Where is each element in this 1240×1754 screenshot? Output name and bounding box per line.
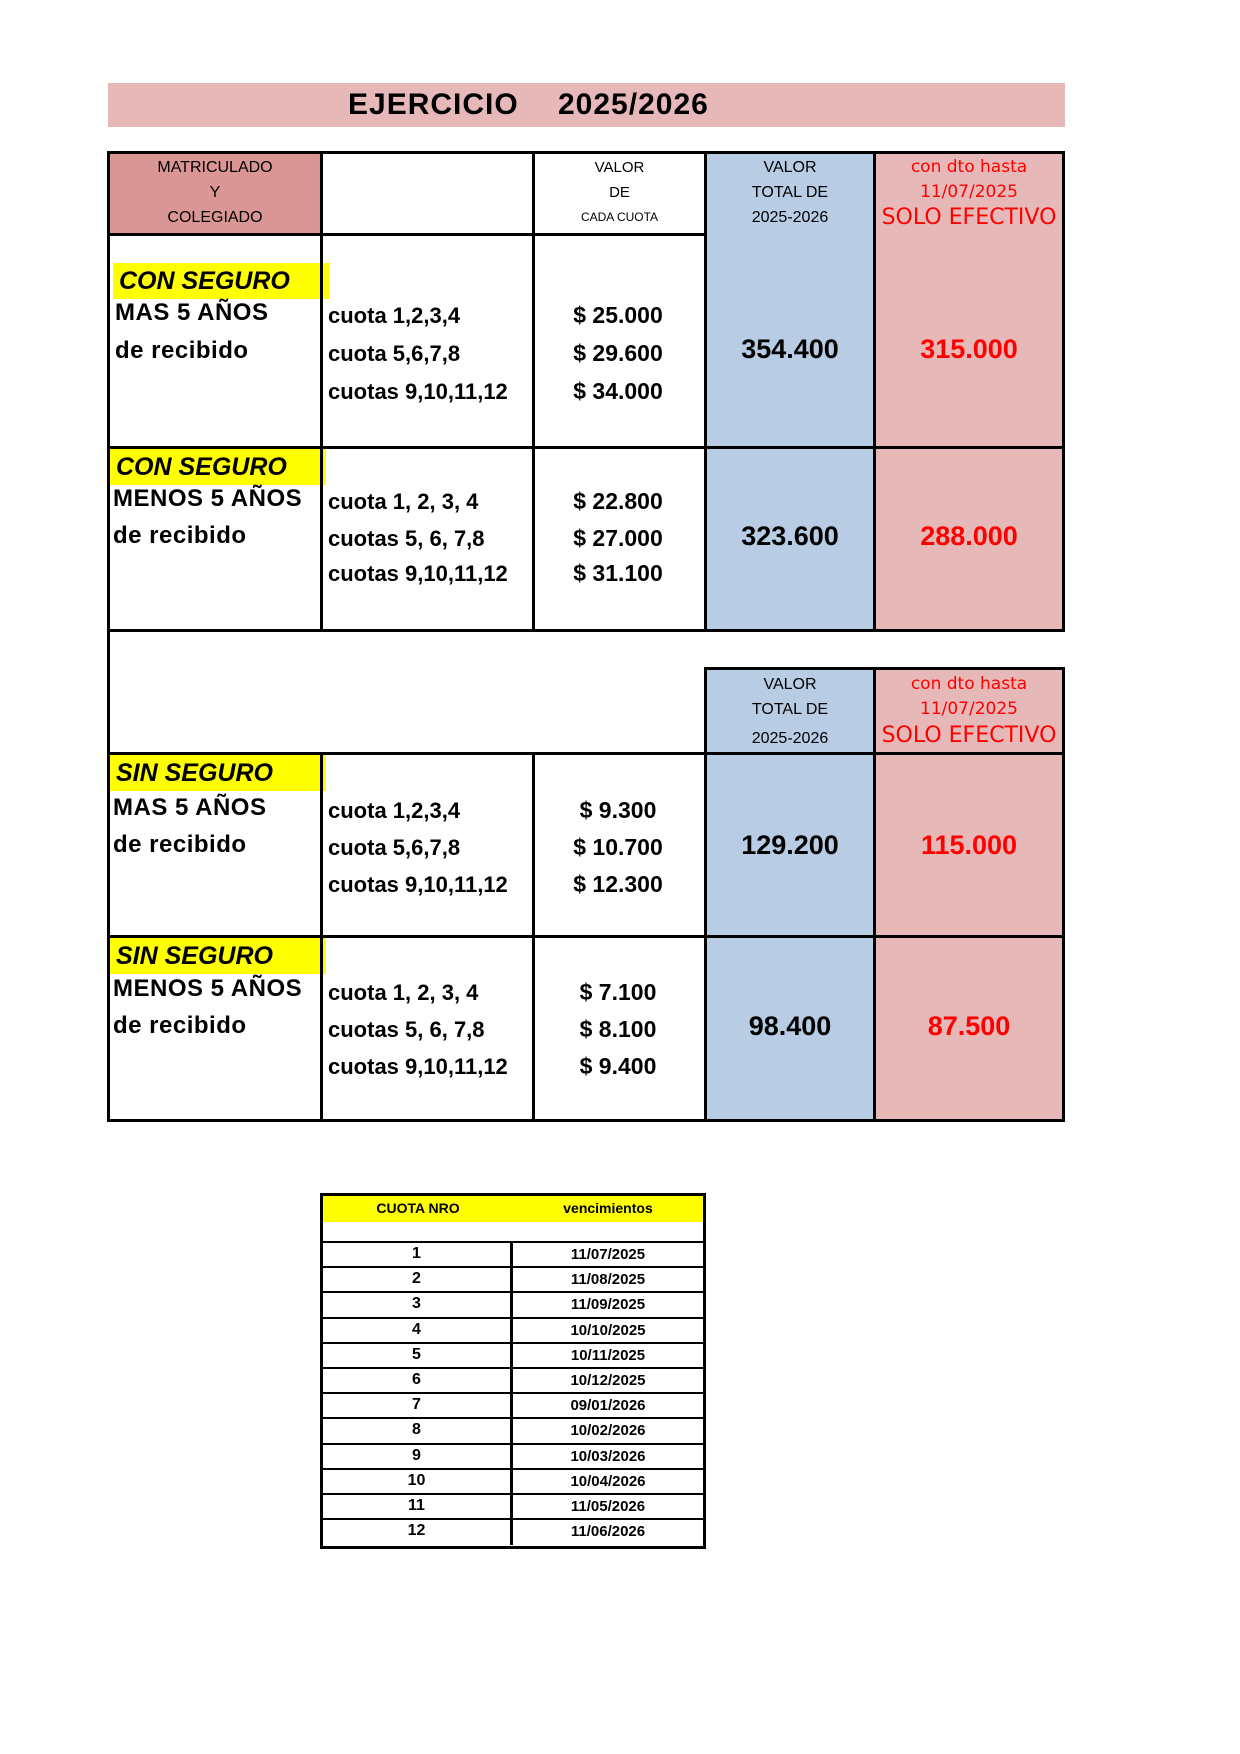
due-date: 10/03/2026 <box>570 1447 646 1465</box>
header2-descuento <box>873 667 1065 755</box>
section-label-cell <box>107 446 323 632</box>
due-date: 10/12/2025 <box>570 1372 646 1389</box>
total-value: 98.400 <box>748 1011 832 1041</box>
section-label: de recibido <box>113 831 247 858</box>
due-date: 11/07/2025 <box>570 1246 646 1263</box>
header2-valor-total <box>704 667 876 755</box>
header-text: 11/07/2025 <box>920 182 1018 202</box>
section-total-cell <box>704 446 876 632</box>
table-row <box>323 1243 703 1268</box>
cuota-number: 6 <box>412 1371 421 1388</box>
cuota-value: $ 27.000 <box>573 525 663 551</box>
cuota-value: $ 7.100 <box>579 979 657 1005</box>
header-text: con dto hasta <box>910 157 1028 177</box>
table-row <box>323 1319 703 1344</box>
header-text: CADA CUOTA <box>580 210 659 224</box>
table-row <box>323 1293 703 1318</box>
section-tag: SIN SEGURO <box>110 938 326 974</box>
table-row <box>323 1495 703 1520</box>
due-date: 10/04/2026 <box>570 1472 646 1490</box>
cuota-number: 8 <box>412 1421 421 1439</box>
cuota-number: 7 <box>412 1396 421 1414</box>
section-label: MENOS 5 AÑOS <box>113 485 303 512</box>
schedule-rows <box>323 1243 703 1546</box>
due-date: 11/08/2025 <box>570 1271 646 1289</box>
cuota-range: cuotas 9,10,11,12 <box>328 872 508 897</box>
cuota-range: cuotas 9,10,11,12 <box>328 1054 508 1079</box>
schedule-header-cuota: CUOTA NRO <box>376 1200 460 1216</box>
header-valor-cuota <box>532 151 707 236</box>
due-date: 10/02/2026 <box>570 1422 646 1440</box>
cuota-range: cuotas 9,10,11,12 <box>328 379 508 404</box>
title-period: 2025/2026 <box>558 88 709 121</box>
cuota-range: cuota 1, 2, 3, 4 <box>328 489 479 514</box>
cuota-range: cuota 5,6,7,8 <box>328 341 461 366</box>
header-text: 11/07/2025 <box>920 699 1018 719</box>
due-date: 10/10/2025 <box>570 1321 646 1339</box>
cuota-number: 2 <box>412 1270 421 1288</box>
section-values-cell <box>532 233 707 449</box>
cuota-number: 9 <box>412 1446 421 1464</box>
section-label: de recibido <box>113 522 247 549</box>
section-label-cell <box>107 752 323 938</box>
page-title <box>108 83 1065 127</box>
section-total-cell <box>704 233 876 449</box>
table-row <box>323 1520 703 1545</box>
cuota-number: 1 <box>412 1245 421 1262</box>
section-values-cell <box>532 752 707 938</box>
header-text: VALOR <box>763 159 817 176</box>
section-label: de recibido <box>113 1012 247 1039</box>
section-discount-cell <box>873 446 1065 632</box>
section-cuotas-cell <box>320 935 535 1122</box>
due-date: 11/05/2026 <box>570 1498 646 1515</box>
section-label: MENOS 5 AÑOS <box>113 975 303 1002</box>
header-matriculado <box>107 151 323 236</box>
header-text: DE <box>609 184 630 201</box>
due-date: 11/09/2025 <box>570 1296 646 1314</box>
cuota-number: 12 <box>407 1522 426 1540</box>
cuota-value: $ 9.300 <box>579 797 657 823</box>
cuota-number: 11 <box>408 1497 425 1514</box>
section-discount-cell <box>873 935 1065 1122</box>
header-descuento <box>873 151 1065 236</box>
discount-value: 315.000 <box>920 334 1018 364</box>
header-text: VALOR <box>594 159 645 176</box>
cuota-range: cuotas 5, 6, 7,8 <box>328 526 485 551</box>
section-total-cell <box>704 935 876 1122</box>
header-valor-total <box>704 151 876 236</box>
cuota-number: 4 <box>412 1320 421 1338</box>
header-text: VALOR <box>763 676 817 693</box>
cuota-range: cuotas 5, 6, 7,8 <box>328 1017 485 1042</box>
header-text: TOTAL DE <box>751 184 829 201</box>
section-label-cell <box>107 233 323 449</box>
cuota-value: $ 31.100 <box>573 560 663 586</box>
table-row <box>323 1369 703 1394</box>
total-value: 354.400 <box>741 334 839 364</box>
cuota-value: $ 9.400 <box>579 1053 657 1079</box>
cuota-range: cuota 1,2,3,4 <box>328 798 461 823</box>
title-word: EJERCICIO <box>348 88 519 121</box>
cuota-value: $ 29.600 <box>573 340 663 366</box>
total-value: 323.600 <box>741 521 839 551</box>
header-text: con dto hasta <box>910 674 1028 694</box>
section-cuotas-cell <box>320 752 535 938</box>
total-value: 129.200 <box>741 830 839 860</box>
due-date: 10/11/2025 <box>570 1346 646 1364</box>
header-text: SOLO EFECTIVO <box>881 723 1057 748</box>
section-tag: SIN SEGURO <box>110 755 326 791</box>
section-label: de recibido <box>115 337 249 364</box>
cuota-value: $ 22.800 <box>573 488 663 514</box>
cuota-number: 3 <box>412 1295 421 1313</box>
cuota-range: cuotas 9,10,11,12 <box>328 561 508 586</box>
cuota-value: $ 8.100 <box>579 1016 657 1042</box>
section-label: MAS 5 AÑOS <box>115 299 269 326</box>
table-row <box>323 1470 703 1495</box>
section-discount-cell <box>873 233 1065 449</box>
header-text: 2025-2026 <box>751 730 829 747</box>
header-text: 2025-2026 <box>751 209 829 226</box>
cuota-range: cuota 1,2,3,4 <box>328 303 461 328</box>
header-text: TOTAL DE <box>751 701 829 718</box>
discount-value: 87.500 <box>927 1011 1011 1041</box>
section-total-cell <box>704 752 876 938</box>
due-date: 09/01/2026 <box>570 1397 646 1415</box>
schedule-header <box>323 1196 703 1222</box>
schedule-spacer <box>323 1222 703 1243</box>
header-text: SOLO EFECTIVO <box>881 205 1057 230</box>
cuota-value: $ 25.000 <box>573 302 663 328</box>
cuota-range: cuota 5,6,7,8 <box>328 835 461 860</box>
table-row <box>323 1419 703 1444</box>
section-discount-cell <box>873 752 1065 938</box>
cuota-value: $ 34.000 <box>573 378 663 404</box>
section-values-cell <box>532 446 707 632</box>
header-text: COLEGIADO <box>167 209 263 226</box>
section-cuotas-cell <box>320 446 535 632</box>
cuota-value: $ 10.700 <box>573 834 663 860</box>
section-tag: CON SEGURO <box>110 449 326 485</box>
table-row <box>323 1268 703 1293</box>
discount-value: 288.000 <box>920 521 1018 551</box>
table-row <box>323 1394 703 1419</box>
cuota-range: cuota 1, 2, 3, 4 <box>328 980 479 1005</box>
header-text: Y <box>209 184 221 201</box>
section-tag: CON SEGURO <box>113 263 329 299</box>
section-label-cell <box>107 935 323 1122</box>
table-row <box>323 1445 703 1470</box>
cuota-value: $ 12.300 <box>573 871 663 897</box>
schedule-table <box>320 1193 706 1549</box>
discount-value: 115.000 <box>920 830 1018 860</box>
table-row <box>323 1344 703 1369</box>
section-cuotas-cell <box>320 233 535 449</box>
gap-border-left <box>107 629 110 755</box>
section-values-cell <box>532 935 707 1122</box>
header-blank <box>320 151 535 236</box>
schedule-header-venc: vencimientos <box>563 1200 653 1216</box>
section-label: MAS 5 AÑOS <box>113 794 267 821</box>
header-text: MATRICULADO <box>157 159 273 176</box>
cuota-number: 10 <box>407 1471 426 1489</box>
due-date: 11/06/2026 <box>570 1523 646 1541</box>
cuota-number: 5 <box>412 1345 421 1363</box>
